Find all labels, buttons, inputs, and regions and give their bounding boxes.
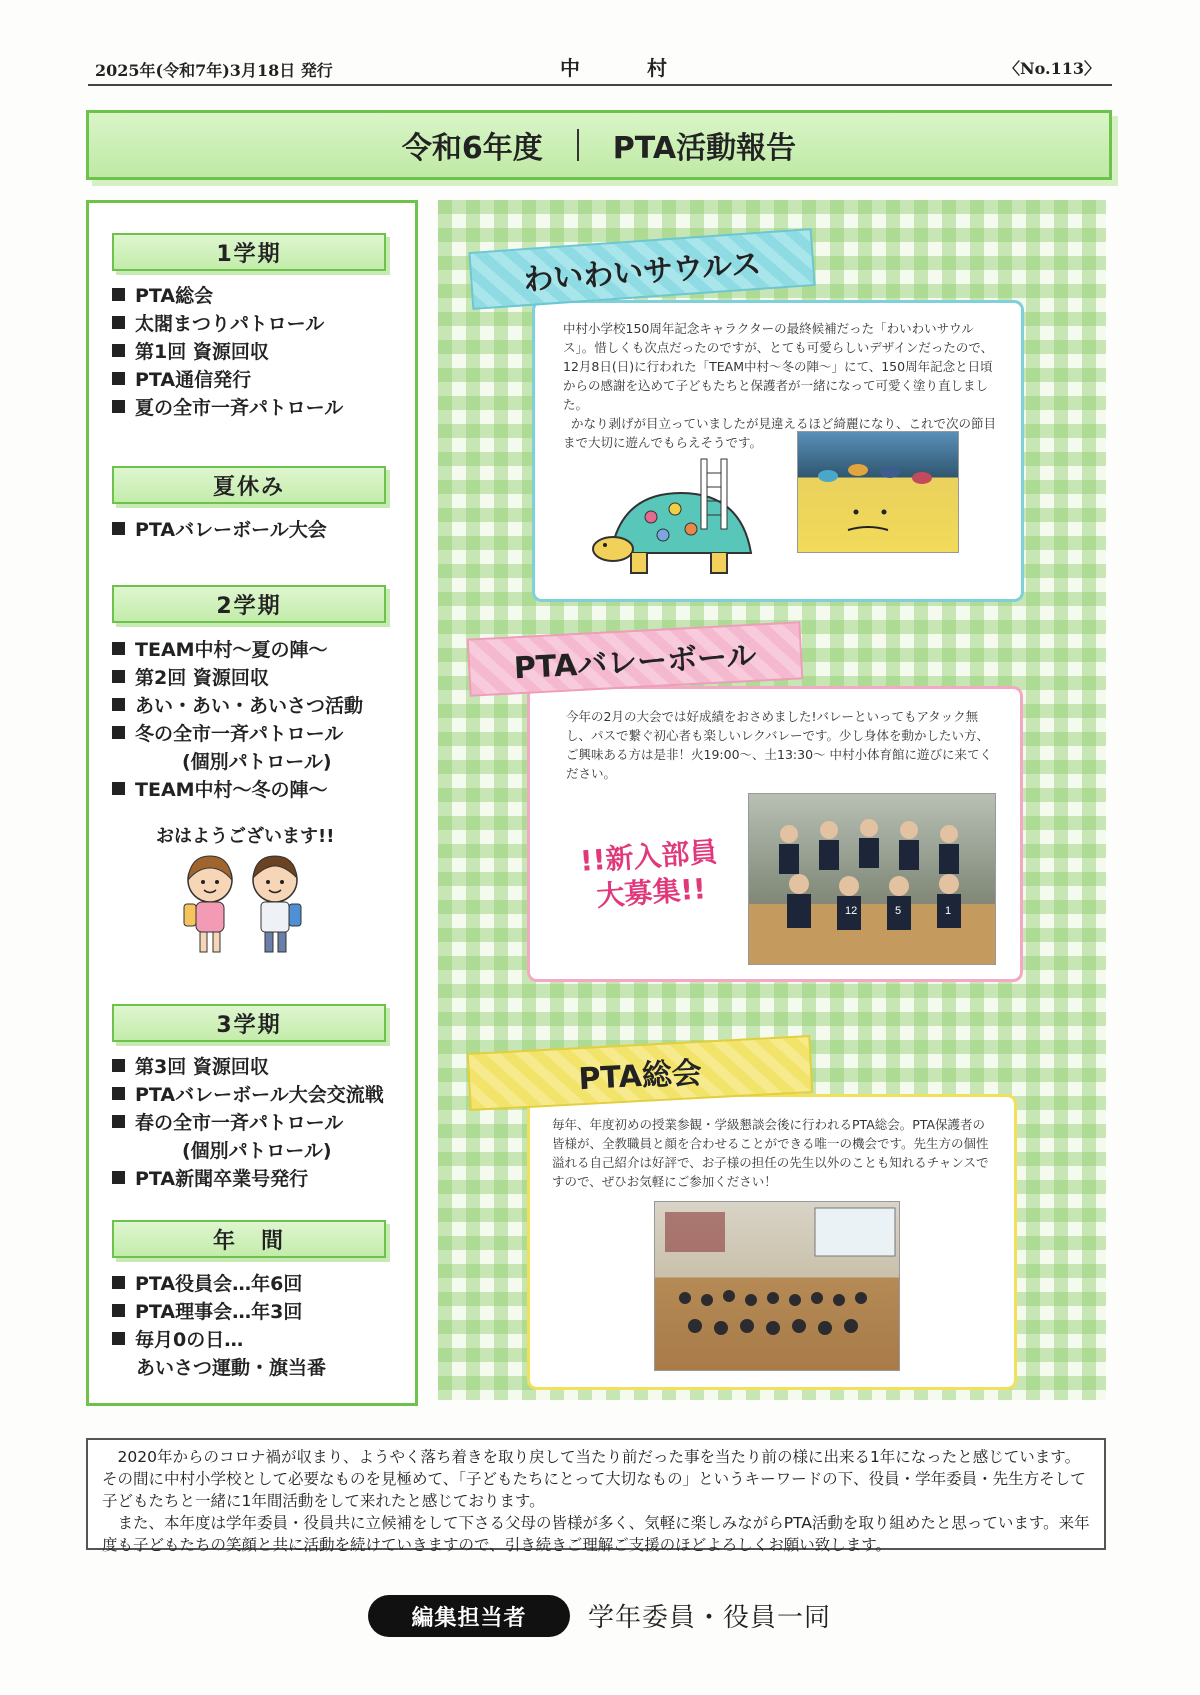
general-meeting-photo bbox=[654, 1201, 900, 1371]
list-item: 太閤まつりパトロール bbox=[112, 310, 343, 338]
list-item: 冬の全市一斉パトロール bbox=[112, 720, 363, 748]
recruit-callout bbox=[548, 832, 753, 918]
list-item: TEAM中村～冬の陣～ bbox=[112, 776, 363, 804]
list-item: PTA通信発行 bbox=[112, 366, 343, 394]
summer-list bbox=[112, 516, 327, 544]
general-meeting-text: 毎年、年度初めの授業参観・学級懇談会後に行われるPTA総会。PTA保護者の皆様が、全教職員と顔を合わせることができる唯一の機会です。先生方の個性溢れる自己紹介は好評で、お子様の担任の先生以外のことも知れるチャンスですので、ぜひお気軽にご参加ください！ bbox=[552, 1117, 989, 1189]
waiwai-title-tape: わいわいサウルス bbox=[468, 228, 815, 310]
list-item: PTAバレーボール大会 bbox=[112, 516, 327, 544]
children-illustration bbox=[170, 848, 320, 958]
list-item: 春の全市一斉パトロール bbox=[112, 1109, 384, 1137]
waiwai-text: 中村小学校150周年記念キャラクターの最終候補だった「わいわいサウルス」。惜しくも次点だったのですが、とても可愛らしいデザインだったので、12月8日(日)に行われた「TEAM中村～冬の陣～」にて、150周年記念と日頃からの感謝を込めて子どもたちと保護者が一緒になって可愛く塗り直しました。 かなり剥げが目立っていましたが見違えるほど綺麗になり、これで次の節目まで大切に遊んでもらえそうです。 bbox=[563, 321, 996, 450]
list-item: PTA役員会…年6回 bbox=[112, 1270, 326, 1298]
term2-heading: 2学期 bbox=[112, 585, 386, 623]
header-rule bbox=[88, 84, 1112, 86]
list-item: (個別パトロール) bbox=[182, 751, 332, 773]
term1-list bbox=[112, 282, 343, 422]
banner-separator bbox=[577, 129, 579, 161]
list-item: 毎月0の日… bbox=[112, 1326, 326, 1354]
svg-text:1: 1 bbox=[945, 905, 952, 917]
editor-name: 学年委員・役員一同 bbox=[588, 1603, 832, 1633]
annual-list bbox=[112, 1270, 326, 1382]
list-item: PTA新聞卒業号発行 bbox=[112, 1165, 384, 1193]
dinosaur-playground-illustration bbox=[591, 453, 771, 581]
recruit-line-2: 大募集!! bbox=[595, 872, 708, 913]
svg-text:5: 5 bbox=[895, 905, 902, 917]
general-meeting-card bbox=[527, 1094, 1017, 1390]
term1-heading: 1学期 bbox=[112, 233, 386, 271]
issue-date: 2025年(令和7年)3月18日 発行 bbox=[95, 61, 333, 80]
banner-title: PTA活動報告 bbox=[612, 131, 797, 166]
waiwai-photo bbox=[797, 431, 959, 553]
annual-heading: 年 間 bbox=[112, 1220, 386, 1258]
closing-message-box bbox=[86, 1438, 1106, 1554]
list-item: 第2回 資源回収 bbox=[112, 664, 363, 692]
newsletter-title: 中 村 bbox=[560, 56, 697, 80]
list-item: PTA総会 bbox=[112, 282, 343, 310]
list-item: 第1回 資源回収 bbox=[112, 338, 343, 366]
term3-heading: 3学期 bbox=[112, 1004, 386, 1042]
list-item: PTAバレーボール大会交流戦 bbox=[112, 1081, 384, 1109]
list-item: あい・あい・あいさつ活動 bbox=[112, 692, 363, 720]
term2-list bbox=[112, 636, 363, 804]
editor-label: 編集担当者 bbox=[368, 1595, 570, 1637]
volley-team-photo bbox=[748, 793, 996, 965]
term3-list bbox=[112, 1053, 384, 1193]
list-item: 第3回 資源回収 bbox=[112, 1053, 384, 1081]
volley-card bbox=[527, 686, 1023, 982]
list-item: PTA理事会…年3回 bbox=[112, 1298, 326, 1326]
general-meeting-title-tape: PTA総会 bbox=[467, 1035, 814, 1111]
closing-paragraph-1: 2020年からのコロナ禍が収まり、ようやく落ち着きを取り戻して当たり前だった事を当たり前の様に出来る1年になったと感じています。その間に中村小学校として必要なものを見極めて、「子どもたちにとって大切なもの」というキーワードの下、役員・学年委員・先生方そして子どもたちと一緒に1年間活動をして来れたと感じております。 bbox=[102, 1448, 1086, 1510]
closing-paragraph-2: また、本年度は学年委員・役員共に立候補をして下さる父母の皆様が多く、気軽に楽しみながらPTA活動を取り組めたと思っています。来年度も子どもたちの笑顔と共に活動を続けていきますので、引き続きご理解ご支援のほどよろしくお願い致します。 bbox=[102, 1514, 1090, 1554]
banner-year: 令和6年度 bbox=[401, 131, 543, 166]
list-item: 夏の全市一斉パトロール bbox=[112, 394, 343, 422]
list-item: (個別パトロール) bbox=[182, 1140, 332, 1162]
waiwai-card bbox=[532, 300, 1024, 602]
volley-text: 今年の2月の大会では好成績をおさめました!バレーといってもアタック無し、パスで繋ぐ初心者も楽しいレクバレーです。少し身体を動かしたい方、ご興味ある方は是非！火19:00～、土13:30～ 中村小体育館に遊びに来てください。 bbox=[566, 709, 993, 781]
greeting-text: おはようございます!! bbox=[156, 826, 335, 847]
summer-heading: 夏休み bbox=[112, 466, 386, 504]
list-item: あいさつ運動・旗当番 bbox=[136, 1357, 327, 1379]
issue-number: 〈No.113〉 bbox=[1004, 59, 1100, 78]
recruit-line-1: !!新入部員 bbox=[578, 835, 719, 878]
list-item: TEAM中村～夏の陣～ bbox=[112, 636, 363, 664]
volley-title-tape: PTAバレーボール bbox=[467, 621, 804, 696]
svg-text:12: 12 bbox=[845, 905, 858, 917]
page-title-banner bbox=[86, 110, 1112, 180]
